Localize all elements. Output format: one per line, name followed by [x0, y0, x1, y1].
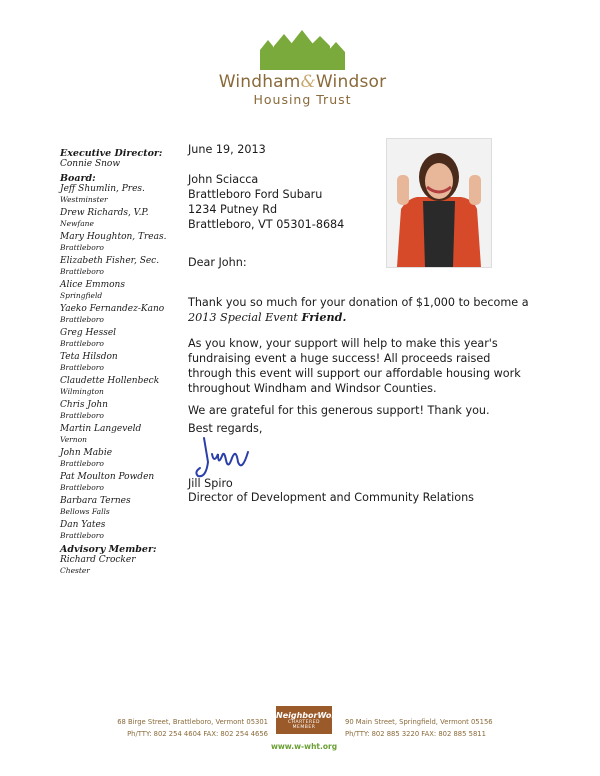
address-line: 1234 Putney Rd [188, 203, 278, 216]
recipient-address [188, 172, 344, 232]
board-member-name: Dan Yates [60, 520, 106, 530]
address-line: Brattleboro Ford Subaru [188, 188, 323, 201]
board-member-town: Brattleboro [60, 339, 104, 348]
board-member-town: Brattleboro [60, 243, 104, 252]
board-member-name: Pat Moulton Powden [60, 472, 155, 482]
advisory-heading: Advisory Member: [60, 544, 157, 555]
neighborworks-badge [276, 706, 346, 734]
board-member-name: Barbara Ternes [60, 496, 131, 506]
logo-name: Windham&Windsor [218, 72, 387, 92]
footer-left-phone: Ph/TTY: 802 254 4604 FAX: 802 254 4656 [127, 730, 268, 738]
board-member-town: Brattleboro [60, 315, 104, 324]
board-member-name: Mary Houghton, Treas. [60, 232, 167, 242]
board-member-name: Greg Hessel [60, 328, 117, 338]
board-member-name: Yaeko Fernandez-Kano [60, 304, 165, 314]
board-member-town: Brattleboro [60, 459, 104, 468]
badge-title: NeighborWorks [276, 711, 346, 720]
greeting: Dear John: [188, 256, 247, 269]
signer-name: Jill Spiro [188, 477, 233, 490]
advisory-member-name: Richard Crocker [60, 555, 136, 565]
board-member-name: Chris John [60, 400, 108, 410]
website-link[interactable]: www.w-wht.org [270, 742, 338, 751]
board-member-name: Claudette Hollenbeck [60, 376, 160, 386]
board-member-town: Bellows Falls [60, 507, 110, 516]
address-line: Brattleboro, VT 05301-8684 [188, 218, 345, 231]
board-member-name: Teta Hilsdon [60, 352, 118, 362]
signer-block [188, 477, 474, 505]
logo-subtitle: Housing Trust [253, 92, 352, 107]
board-member-town: Brattleboro [60, 267, 104, 276]
board-member-town: Springfield [60, 291, 103, 300]
footer-springfield-office [345, 716, 515, 740]
footer-right-phone: Ph/TTY: 802 885 3220 FAX: 802 885 5811 [345, 730, 486, 738]
letter-date: June 19, 2013 [188, 143, 266, 156]
paragraph-grateful: We are grateful for this generous support! Thank you. [188, 404, 490, 418]
paragraph-support: As you know, your support will help to make this year's fundraising event a huge success! All proceeds raised through this event will support our affordable housing work throughout Windham and Windsor Counties. [188, 337, 521, 396]
address-line: John Sciacca [188, 173, 259, 186]
board-member-town: Newfane [60, 219, 94, 228]
speaker-photo [386, 138, 492, 268]
executive-director-heading: Executive Director: [60, 148, 163, 159]
board-sidebar [60, 145, 180, 579]
board-list [60, 184, 180, 540]
footer-brattleboro-office [100, 716, 268, 740]
paragraph-thanks: Thank you so much for your donation of $1,000 to become a 2013 Special Event Friend. [188, 296, 529, 325]
executive-director-name: Connie Snow [60, 159, 121, 169]
board-member-town: Brattleboro [60, 531, 104, 540]
organization-logo [210, 28, 395, 110]
badge-subtitle: CHARTERED MEMBER [288, 720, 320, 730]
board-member-town: Wilmington [60, 387, 104, 396]
signer-title: Director of Development and Community Relations [188, 491, 474, 504]
board-member-name: Alice Emmons [60, 280, 125, 290]
board-member-name: Jeff Shumlin, Pres. [60, 184, 145, 194]
board-member-name: Drew Richards, V.P. [60, 208, 149, 218]
footer-left-address: 68 Birge Street, Brattleboro, Vermont 05301 [117, 718, 268, 726]
advisory-member-town: Chester [60, 566, 90, 575]
closing: Best regards, [188, 422, 263, 435]
board-member-town: Brattleboro [60, 363, 104, 372]
board-member-name: Martin Langeveld [60, 424, 142, 434]
houses-logo-icon [258, 28, 348, 70]
board-member-town: Vernon [60, 435, 87, 444]
board-member-town: Brattleboro [60, 483, 104, 492]
board-heading: Board: [60, 173, 96, 184]
board-member-name: Elizabeth Fisher, Sec. [60, 256, 160, 266]
board-member-town: Westminster [60, 195, 108, 204]
board-member-name: John Mabie [60, 448, 113, 458]
board-member-town: Brattleboro [60, 411, 104, 420]
footer-right-address: 90 Main Street, Springfield, Vermont 05156 [345, 718, 493, 726]
